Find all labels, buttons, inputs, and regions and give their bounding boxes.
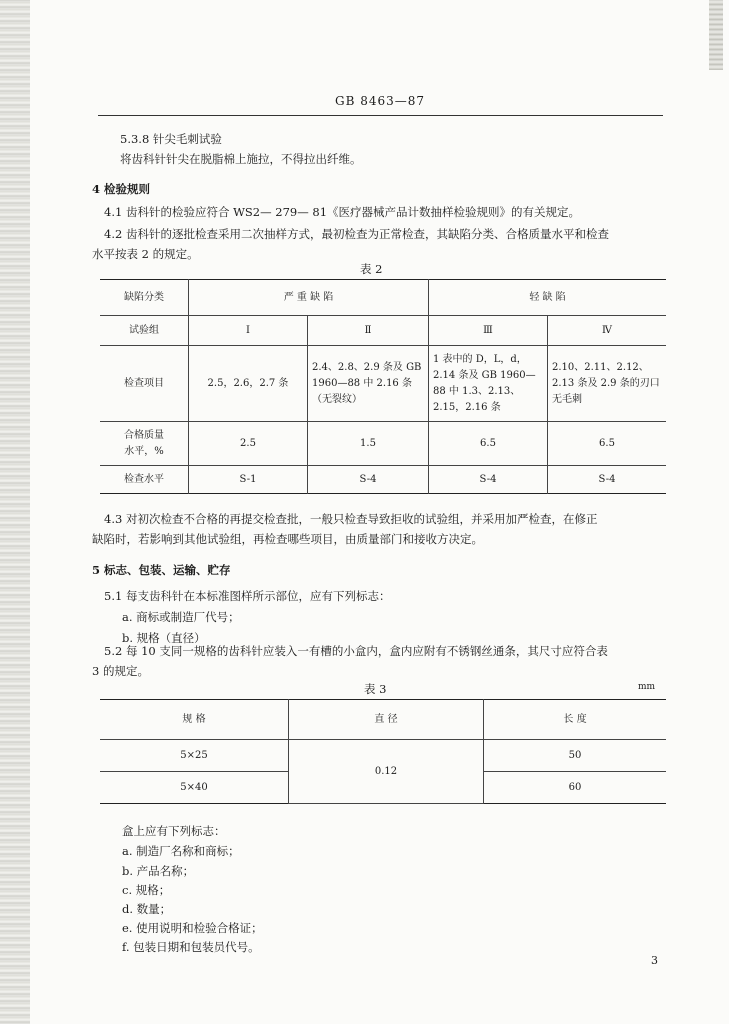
table2-header-major: 严 重 缺 陷 [189, 280, 429, 316]
table-3 [100, 699, 666, 804]
table2-items-2: 2.4、2.8、2.9 条及 GB 1960—88 中 2.16 条（无裂纹） [308, 346, 429, 422]
table2-aql-3: 6.5 [429, 422, 548, 466]
standard-number: GB 8463—87 [334, 94, 426, 108]
scan-edge-right [709, 0, 723, 70]
box-marking-e: e. 使用说明和检验合格证； [122, 921, 263, 935]
table2-group-4: Ⅳ [548, 316, 667, 346]
box-marking-c: c. 规格； [122, 883, 171, 897]
table3-header-spec: 规 格 [100, 700, 289, 740]
box-marking-b: b. 产品名称； [122, 864, 195, 878]
box-marking-d: d. 数量； [122, 902, 172, 916]
table3-diameter: 0.12 [289, 740, 484, 804]
table2-row-label-group: 试验组 [100, 316, 189, 346]
page-number: 3 [651, 954, 658, 967]
table3-spec-1: 5×25 [100, 740, 289, 772]
table2-row-label-aql [100, 422, 189, 466]
table2-aql-1: 2.5 [189, 422, 308, 466]
table2-header-minor: 轻 缺 陷 [429, 280, 667, 316]
clause-5-2-line2: 3 的规定。 [92, 664, 149, 678]
table2-aql-2: 1.5 [308, 422, 429, 466]
table2-items-4: 2.10、2.11、2.12、2.13 条及 2.9 条的刃口无毛刺 [548, 346, 667, 422]
table2-row-label-level: 检查水平 [100, 466, 189, 494]
table3-caption: 表 3 [364, 682, 387, 696]
clause-4-2-line1: 4.2 齿科针的逐批检查采用二次抽样方式，最初检查为正常检查，其缺陷分类、合格质量水平和检查 [104, 227, 609, 241]
box-marking-intro: 盒上应有下列标志： [122, 824, 226, 838]
clause-5-1-b: b. 规格（直径） [122, 631, 206, 645]
scan-edge-left [0, 0, 30, 1024]
box-marking-f: f. 包装日期和包装员代号。 [122, 940, 260, 954]
clause-5-3-8-title: 5.3.8 针尖毛刺试验 [120, 132, 222, 146]
table2-aql-4: 6.5 [548, 422, 667, 466]
table2-aql-label-line1: 合格质量 [124, 429, 164, 441]
clause-5-2-line1: 5.2 每 10 支同一规格的齿科针应装入一有槽的小盒内，盒内应附有不锈钢丝通条，其尺寸应符合表 [104, 644, 608, 658]
table3-header-diameter: 直 径 [289, 700, 484, 740]
table2-level-2: S-4 [308, 466, 429, 494]
clause-5-3-8-body: 将齿科针针尖在脱脂棉上施拉，不得拉出纤维。 [120, 152, 362, 166]
table3-spec-2: 5×40 [100, 772, 289, 804]
section-5-title: 5 标志、包装、运输、贮存 [92, 563, 231, 577]
table2-level-4: S-4 [548, 466, 667, 494]
clause-4-2-line2: 水平按表 2 的规定。 [92, 247, 199, 261]
box-marking-a: a. 制造厂名称和商标； [122, 844, 240, 858]
table2-row-label-items: 检查项目 [100, 346, 189, 422]
table2-level-1: S-1 [189, 466, 308, 494]
table2-group-3: Ⅲ [429, 316, 548, 346]
table3-header-length: 长 度 [484, 700, 667, 740]
clause-4-1: 4.1 齿科针的检验应符合 WS2— 279— 81《医疗器械产品计数抽样检验规则》的有关规定。 [104, 205, 581, 219]
header-rule [98, 115, 663, 116]
table-2 [100, 279, 666, 494]
table2-aql-label-line2: 水平，% [124, 445, 164, 457]
table3-length-2: 60 [484, 772, 667, 804]
table2-level-3: S-4 [429, 466, 548, 494]
table2-items-3: 1 表中的 D，L，d，2.14 条及 GB 1960—88 中 1.3、2.13、2.15，2.16 条 [429, 346, 548, 422]
table2-group-1: Ⅰ [189, 316, 308, 346]
table2-items-1: 2.5，2.6，2.7 条 [189, 346, 308, 422]
table2-header-defect-class: 缺陷分类 [100, 280, 189, 316]
table2-group-2: Ⅱ [308, 316, 429, 346]
section-4-title: 4 检验规则 [92, 182, 151, 196]
table3-length-1: 50 [484, 740, 667, 772]
clause-4-3-line2: 缺陷时，若影响到其他试验组，再检查哪些项目，由质量部门和接收方决定。 [92, 532, 483, 546]
clause-5-1-a: a. 商标或制造厂代号； [122, 610, 240, 624]
table3-unit: mm [638, 682, 656, 692]
table2-caption: 表 2 [360, 262, 383, 276]
clause-4-3-line1: 4.3 对初次检查不合格的再提交检查批，一般只检查导致拒收的试验组，并采用加严检查，在修正 [104, 512, 598, 526]
clause-5-1: 5.1 每支齿科针在本标准图样所示部位，应有下列标志： [104, 589, 391, 603]
